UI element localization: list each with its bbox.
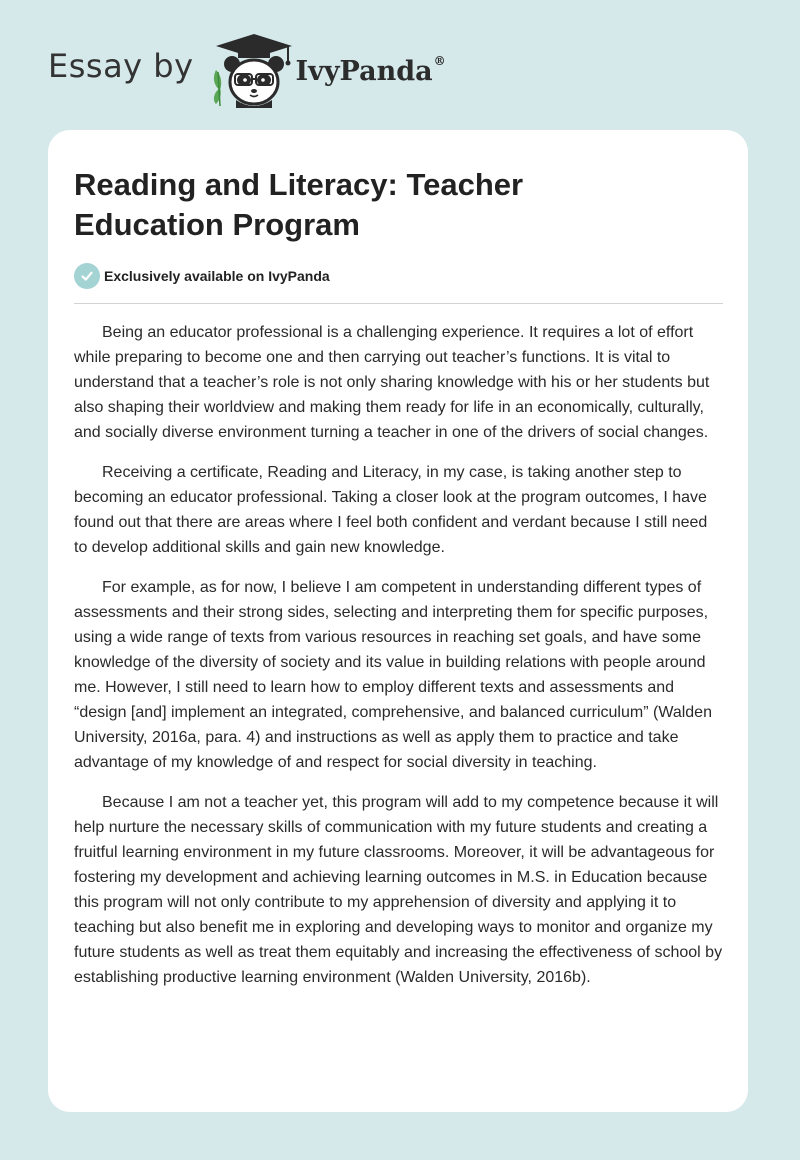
badge-label: Exclusively available on IvyPanda <box>104 268 330 284</box>
paragraph: Being an educator professional is a challenging experience. It requires a lot of effort while preparing to become one and then carrying out teacher’s functions. It is vital to understand that a teacher’s role is not only sharing knowledge with his or her students but also shaping their worldview and making them ready for life in an economically, culturally, and socially diverse environment turning a teacher in one of the drivers of social changes. <box>74 324 710 441</box>
essay-body <box>74 320 724 1005</box>
panda-graduation-cap-icon[interactable] <box>208 30 298 110</box>
panda-logo-svg <box>208 30 298 110</box>
divider <box>74 303 723 304</box>
paragraph: Receiving a certificate, Reading and Literacy, in my case, is taking another step to becoming an educator professional. Taking a closer look at the program outcomes, I have found out that there are areas where I feel both confident and verdant because I still need to develop additional skills and gain new knowledge. <box>74 464 708 556</box>
essay-by-label: Essay by <box>48 47 194 85</box>
paragraph: For example, as for now, I believe I am competent in understanding different types of assessments and their strong sides, selecting and interpreting them for specific purposes, using a wide range of texts from various resources in reaching set goals, and have some knowledge of the diversity of society and its value in building relations with people around me. However, I still need to learn how to employ different texts and assessments and “design [and] implement an integrated, comprehensive, and balanced curriculum” (Walden University, 2016a, para. 4) and instructions as well as apply them to practice and take advantage of my knowledge of and respect for social diversity in teaching. <box>74 579 712 771</box>
paragraph: Because I am not a teacher yet, this program will add to my competence because it will help nurture the necessary skills of communication with my future students and creating a fruitful learning environment in my future classrooms. Moreover, it will be advantageous for fostering my development and achieving learning outcomes in M.S. in Education because this program will not only contribute to my apprehension of diversity and applying it to teaching but also benefit me in exploring and developing ways to monitor and organize my future students as well as treat them equitably and increasing the effectiveness of school by establishing productive learning environment (Walden University, 2016b). <box>74 794 723 986</box>
essay-card <box>48 130 748 1112</box>
check-icon <box>74 263 100 289</box>
brand-name[interactable]: IvyPanda® <box>295 53 446 87</box>
registered-mark: ® <box>433 53 446 68</box>
page-title: Reading and Literacy: Teacher Education Program <box>74 167 524 242</box>
site-header <box>48 30 446 110</box>
exclusive-badge <box>74 263 330 289</box>
